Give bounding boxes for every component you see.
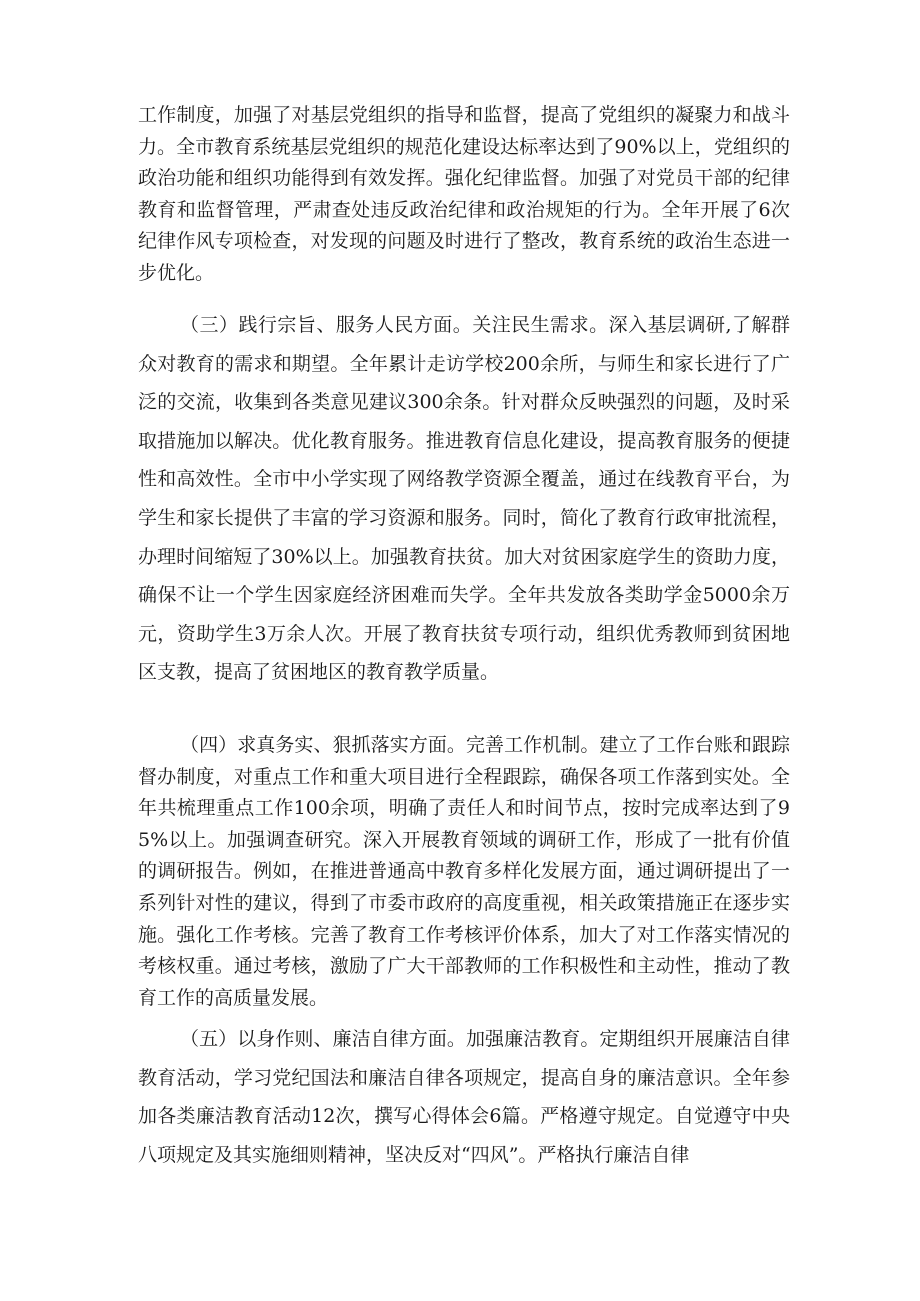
paragraph-integrity: （五）以身作则、廉洁自律方面。加强廉洁教育。定期组织开展廉洁自律教育活动，学习党纪国法和廉洁自律各项规定，提高自身的廉洁意识。全年参加各类廉洁教育活动12次，撰写心得体会6篇。严格遵守规定。自觉遵守中央八项规定及其实施细则精神，坚决反对“四风”。严格执行廉洁自律 (138, 1028, 790, 1166)
paragraph-serve-people: （三）践行宗旨、服务人民方面。关注民生需求。深入基层调研,了解群众对教育的需求和期望。全年累计走访学校200余所，与师生和家长进行了广泛的交流，收集到各类意见建议300余条。针对群众反映强烈的问题，及时采取措施加以解决。优化教育服务。推进教育信息化建设，提高教育服务的便捷性和高效性。全市中小学实现了网络教学资源全覆盖，通过在线教育平台，为学生和家长提供了丰富的学习资源和服务。同时，简化了教育行政审批流程，办理时间缩短了30%以上。加强教育扶贫。加大对贫困家庭学生的资助力度，确保不让一个学生因家庭经济困难而失学。全年共发放各类助学金5000余万元，资助学生3万余人次。开展了教育扶贫专项行动，组织优秀教师到贫困地区支教，提高了贫困地区的教育教学质量。 (138, 314, 790, 684)
paragraph-implementation: （四）求真务实、狠抓落实方面。完善工作机制。建立了工作台账和跟踪督办制度，对重点工作和重大项目进行全程跟踪，确保各项工作落到实处。全年共梳理重点工作100余项，明确了责任人和时间节点，按时完成率达到了95%以上。加强调查研究。深入开展教育领域的调研工作，形成了一批有价值的调研报告。例如，在推进普通高中教育多样化发展方面，通过调研提出了一系列针对性的建议，得到了市委市政府的高度重视，相关政策措施正在逐步实施。强化工作考核。完善了教育工作考核评价体系，加大了对工作落实情况的考核权重。通过考核，激励了广大干部教师的工作积极性和主动性，推动了教育工作的高质量发展。 (138, 734, 790, 1009)
paragraph-party-discipline: 工作制度，加强了对基层党组织的指导和监督，提高了党组织的凝聚力和战斗力。全市教育系统基层党组织的规范化建设达标率达到了90%以上，党组织的政治功能和组织功能得到有效发挥。强化纪律监督。加强了对党员干部的纪律教育和监督管理，严肃查处违反政治纪律和政治规矩的行为。全年开展了6次纪律作风专项检查，对发现的问题及时进行了整改，教育系统的政治生态进一步优化。 (138, 104, 790, 284)
